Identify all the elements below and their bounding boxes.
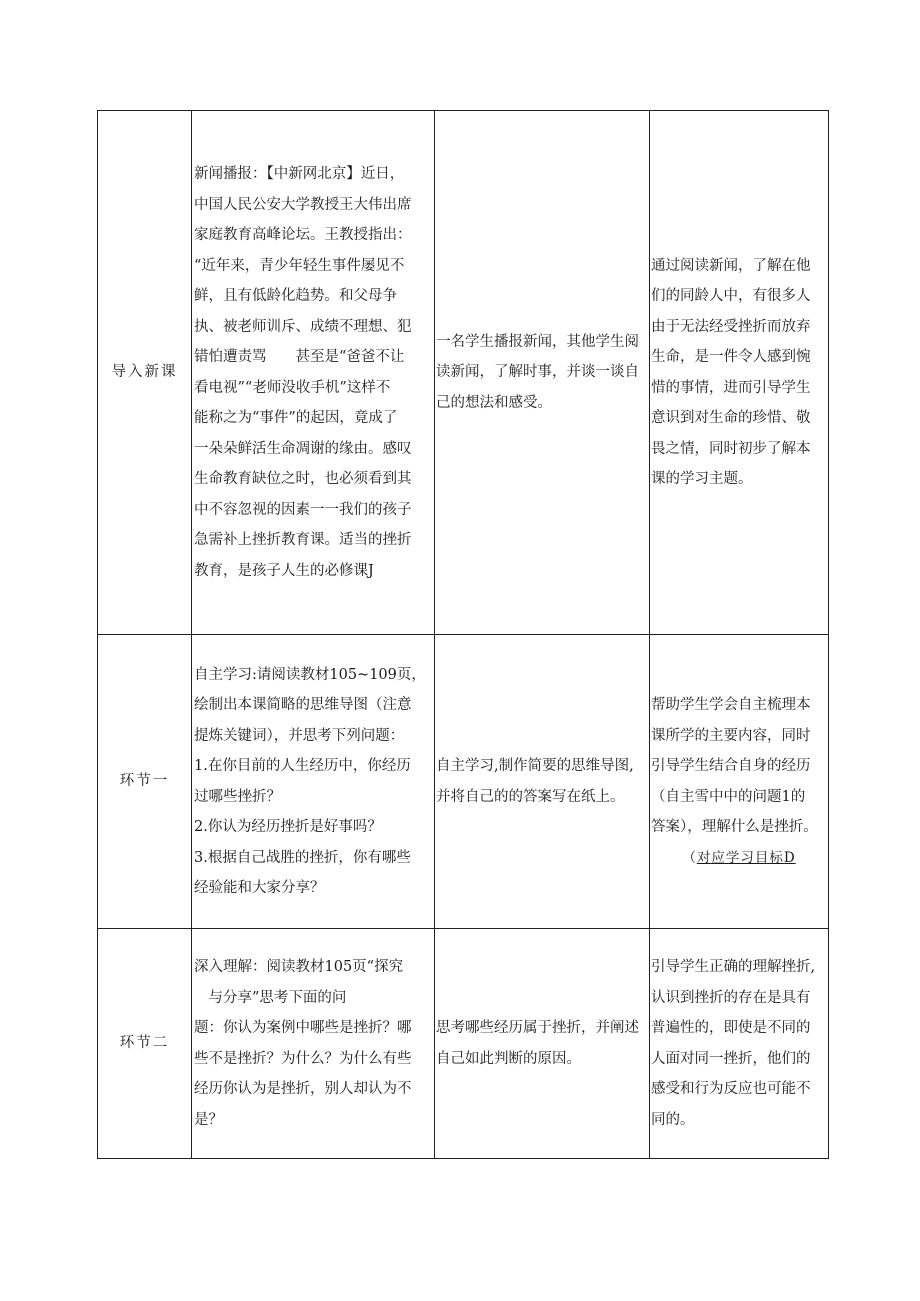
activity-line: 自己如此判断的原因。 (436, 1050, 581, 1067)
content-line: 1.在你目前的人生经历中，你经历 (194, 758, 411, 774)
stage-cell-step-one (98, 635, 192, 929)
content-line: 教育，是孩子人生的必修课J (194, 562, 374, 579)
intent-line: 感受和行为反应也可能不 (651, 1081, 811, 1097)
table-row-intro (98, 111, 829, 635)
intent-line: 惜的事情，进而引导学生 (651, 379, 811, 396)
content-line: 一朵朵鲜活生命凋谢的缘由。感叹 (194, 440, 412, 457)
stage-cell-step-two (98, 929, 192, 1159)
content-line: 些不是挫折？为什么？为什么有些 (194, 1050, 412, 1067)
intent-cell-step-one (650, 635, 829, 929)
stage-label: 环节二 (119, 1035, 170, 1052)
content-cell-intro (192, 111, 435, 635)
intent-cell-step-two (650, 929, 829, 1159)
table-row-step-two (98, 929, 829, 1159)
intent-line: （自主雪中中的问题1的 (651, 788, 806, 805)
activity-cell-intro (435, 111, 650, 635)
activity-line: 读新闻，了解时事，并谈一谈自 (436, 364, 639, 381)
stage-label: 导入新课 (111, 364, 178, 381)
lesson-plan-table (97, 110, 829, 1159)
intent-line: 课的学习主题。 (651, 471, 753, 487)
intent-line: 畏之情，同时初步了解本 (651, 440, 811, 457)
stage-label: 环节一 (119, 773, 170, 790)
content-line: “近年来，青少年轻生事件屡见不 (194, 257, 405, 274)
activity-line: 己的想法和感受。 (436, 394, 552, 411)
activity-line: 一名学生播报新闻，其他学生阅 (436, 333, 639, 350)
content-line: 经验能和大家分享？ (194, 880, 325, 896)
intent-cell-intro (650, 111, 829, 635)
content-line: 题：你认为案例中哪些是挫折？哪 (194, 1020, 412, 1036)
content-line: 经历你认为是挫折，别人却认为不 (194, 1081, 412, 1097)
content-line: 2.你认为经历挫折是好事吗？ (194, 819, 382, 835)
activity-line: 自主学习,制作简要的思维导图, (436, 758, 634, 774)
content-line: 中国人民公安大学教授王大伟出席 (194, 196, 412, 213)
learning-target-text: 对应学习目标D (696, 849, 796, 866)
activity-cell-step-two (435, 929, 650, 1159)
content-line: 与分享”思考下面的问 (208, 989, 347, 1006)
intent-line: 生命，是一件令人感到惋 (651, 349, 811, 365)
content-line: 自主学习:请阅读教材105~109页， (194, 666, 426, 683)
intent-line: 引导学生正确的理解挫折, (651, 959, 816, 975)
activity-cell-step-one (435, 635, 650, 929)
content-line: 急需补上挫折教育课。适当的挫折 (194, 532, 412, 548)
intent-line: 答案），理解什么是挫折。 (651, 819, 818, 835)
content-cell-step-two (192, 929, 435, 1159)
content-line: 过哪些挫折？ (194, 788, 281, 805)
content-line: 鲜，且有低龄化趋势。和父母争 (194, 288, 397, 304)
intent-line: 由于无法经受挫折而放弃 (651, 318, 811, 335)
content-line: 错怕遭责骂 甚至是“爸爸不让 (194, 349, 405, 365)
intent-line: 认识到挫折的存在是具有 (651, 989, 811, 1006)
content-line: 执、被老师训斥、成绩不理想、犯 (194, 318, 412, 335)
content-line: 能称之为“事件”的起因，竟成了 (194, 410, 398, 426)
intent-line: 引导学生结合自身的经历 (651, 758, 811, 774)
learning-target-note: （对应学习目标D (682, 849, 796, 866)
intent-line: 意识到对生命的珍惜、敬 (651, 410, 811, 426)
content-line: 新闻播报：【中新网北京】近日， (194, 166, 405, 182)
table-row-step-one (98, 635, 829, 929)
intent-line: 们的同龄人中，有很多人 (651, 288, 811, 304)
content-line: 看电视”“老师没收手机”这样不 (194, 379, 391, 396)
activity-line: 并将自己的的答案写在纸上。 (436, 788, 625, 805)
intent-line: 人面对同一挫折，他们的 (651, 1050, 811, 1067)
content-line: 家庭教育高峰论坛。王教授指出： (194, 227, 412, 243)
content-line: 深入理解：阅读教材105页“探究 (194, 959, 404, 975)
content-cell-step-one (192, 635, 435, 929)
content-line: 绘制出本课简略的思维导图（注意 (194, 697, 412, 713)
intent-line: 同的。 (651, 1111, 695, 1128)
content-line: 生命教育缺位之时，也必须看到其 (194, 471, 412, 487)
content-line: 中不容忽视的因素一一我们的孩子 (194, 501, 412, 518)
stage-cell-intro (98, 111, 192, 635)
intent-line: 帮助学生学会自主梳理本 (651, 697, 811, 713)
activity-line: 思考哪些经历属于挫折，并阐述 (436, 1020, 639, 1036)
content-line: 提炼关键词），并思考下列问题： (194, 727, 405, 744)
content-line: 3.根据自己战胜的挫折，你有哪些 (194, 849, 411, 866)
content-line: 是？ (194, 1111, 223, 1128)
intent-line: 课所学的主要内容，同时 (651, 727, 811, 744)
intent-line: 通过阅读新闻，了解在他 (651, 257, 811, 274)
intent-line: 普遍性的，即使是不同的 (651, 1020, 811, 1036)
